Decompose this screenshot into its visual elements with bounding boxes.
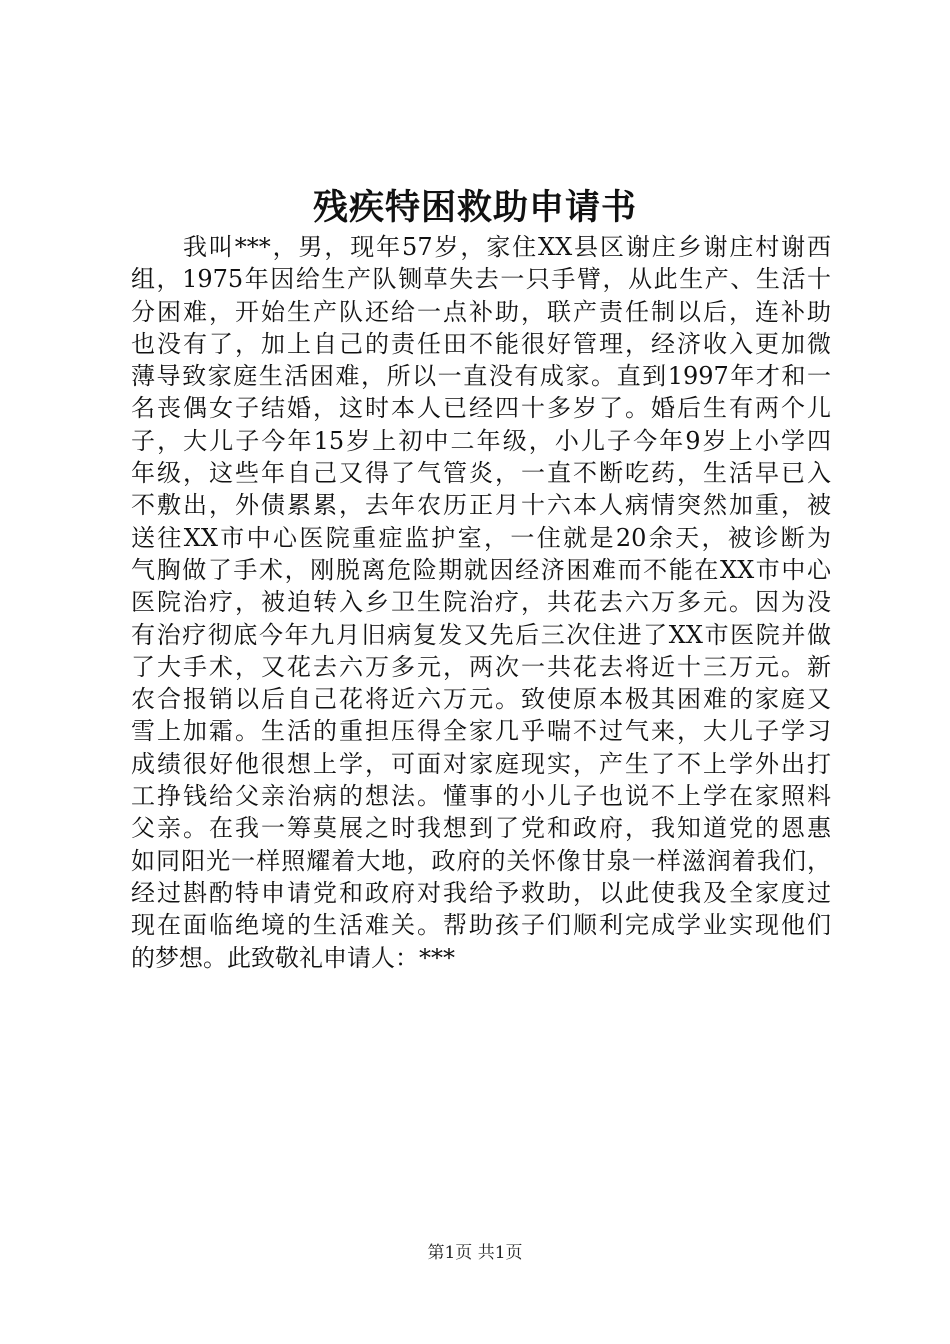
body-line: 不敷出，外债累累，去年农历正月十六本人病情突然加重，被: [131, 491, 831, 520]
body-line: 工挣钱给父亲治病的想法。懂事的小儿子也说不上学在家照料: [131, 782, 831, 811]
body-line: 分困难，开始生产队还给一点补助，联产责任制以后，连补助: [131, 297, 831, 326]
body-line: 父亲。在我一筹莫展之时我想到了党和政府，我知道党的恩惠: [131, 814, 831, 843]
body-line: 送往XX市中心医院重症监护室，一住就是20余天，被诊断为: [131, 523, 831, 552]
body-line: 也没有了，加上自己的责任田不能很好管理，经济收入更加微: [131, 329, 831, 358]
body-line: 现在面临绝境的生活难关。帮助孩子们顺利完成学业实现他们: [131, 911, 831, 940]
body-line: 医院治疗，被迫转入乡卫生院治疗，共花去六万多元。因为没: [131, 588, 831, 617]
document-title: 残疾特困救助申请书: [312, 187, 637, 228]
body-line: 雪上加霜。生活的重担压得全家几乎喘不过气来，大儿子学习: [131, 717, 831, 746]
body-line: 气胸做了手术，刚脱离危险期就因经济困难而不能在XX市中心: [131, 555, 831, 584]
body-line: 经过斟酌特申请党和政府对我给予救助，以此使我及全家度过: [131, 878, 831, 907]
document-body: [131, 231, 831, 974]
body-line: 我叫***，男，现年57岁，家住XX县区谢庄乡谢庄村谢西: [183, 233, 831, 261]
body-line: 了大手术，又花去六万多元，两次一共花去将近十三万元。新: [131, 652, 831, 681]
body-line: 成绩很好他很想上学，可面对家庭现实，产生了不上学外出打: [131, 749, 831, 778]
body-line: 有治疗彻底今年九月旧病复发又先后三次住进了XX市医院并做: [131, 620, 831, 649]
page-footer: 第1页 共1页: [427, 1243, 523, 1263]
body-line: 薄导致家庭生活困难，所以一直没有成家。直到1997年才和一: [131, 362, 831, 391]
body-line: 的梦想。此致敬礼申请人：***: [131, 943, 455, 972]
body-line: 组，1975年因给生产队铡草失去一只手臂，从此生产、生活十: [131, 265, 831, 294]
body-line: 如同阳光一样照耀着大地，政府的关怀像甘泉一样滋润着我们，: [131, 846, 831, 875]
body-line: 农合报销以后自己花将近六万元。致使原本极其困难的家庭又: [131, 685, 831, 714]
body-line: 名丧偶女子结婚，这时本人已经四十多岁了。婚后生有两个儿: [131, 394, 831, 423]
body-line: 子，大儿子今年15岁上初中二年级，小儿子今年9岁上小学四: [131, 426, 831, 455]
body-line: 年级，这些年自己又得了气管炎，一直不断吃药，生活早已入: [131, 459, 831, 488]
